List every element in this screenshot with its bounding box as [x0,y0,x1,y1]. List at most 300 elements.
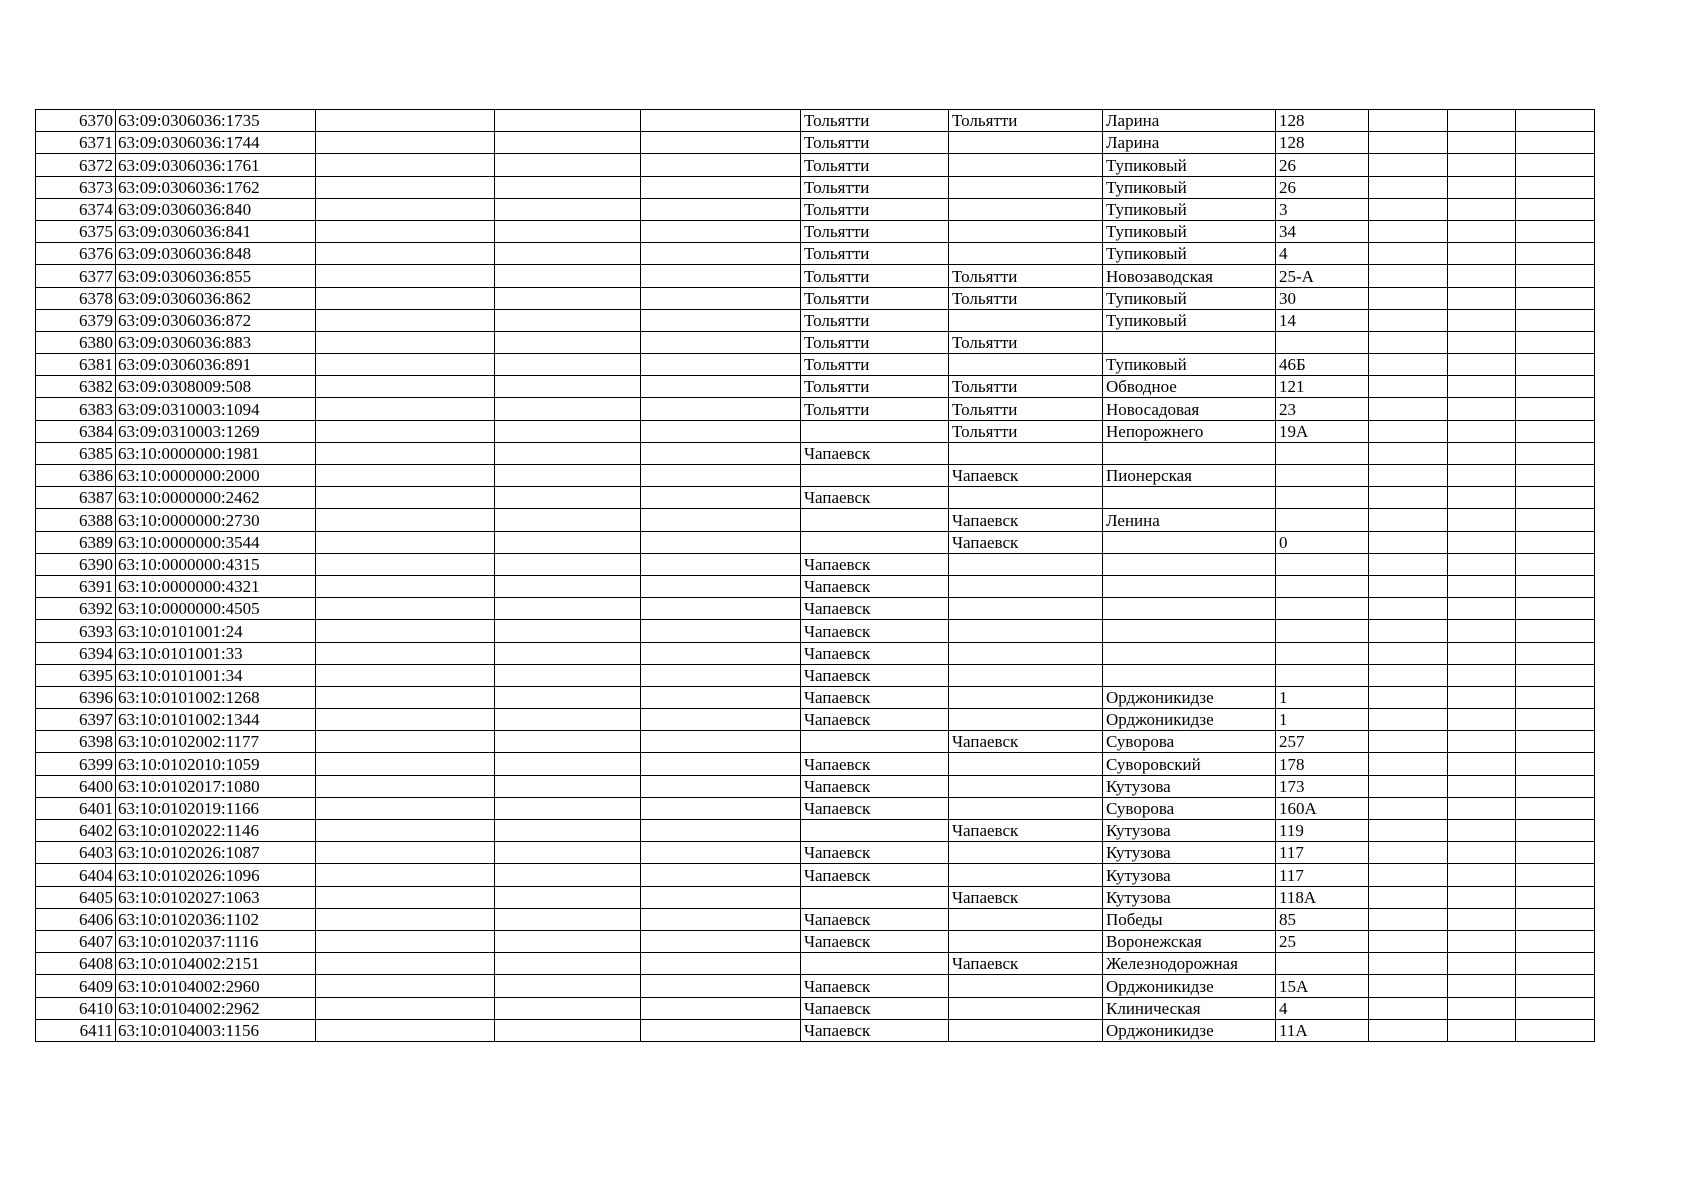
house-cell: 4 [1276,997,1369,1019]
empty-cell [1516,864,1595,886]
cadastral-table [35,109,1595,1042]
empty-cell [1516,376,1595,398]
city-cell: Чапаевск [801,1019,949,1041]
row-number: 6399 [36,753,116,775]
empty-cell [1516,930,1595,952]
city-cell: Чапаевск [801,842,949,864]
empty-cell [641,132,801,154]
empty-cell [316,686,495,708]
empty-cell [1516,842,1595,864]
table-row [36,309,1595,331]
empty-cell [1516,686,1595,708]
empty-cell [1516,398,1595,420]
empty-cell [1448,820,1516,842]
locality-cell: Чапаевск [949,953,1103,975]
house-cell: 117 [1276,842,1369,864]
empty-cell [1369,309,1448,331]
empty-cell [1448,132,1516,154]
empty-cell [641,509,801,531]
empty-cell [316,132,495,154]
street-cell [1103,487,1276,509]
empty-cell [316,420,495,442]
street-cell: Тупиковый [1103,354,1276,376]
empty-cell [1448,220,1516,242]
table-row [36,664,1595,686]
row-number: 6379 [36,309,116,331]
empty-cell [1448,110,1516,132]
empty-cell [495,797,641,819]
city-cell [801,509,949,531]
city-cell: Чапаевск [801,575,949,597]
row-number: 6382 [36,376,116,398]
table-row [36,287,1595,309]
empty-cell [1448,886,1516,908]
table-row [36,331,1595,353]
house-cell [1276,442,1369,464]
empty-cell [1448,864,1516,886]
house-cell: 1 [1276,709,1369,731]
table-row [36,775,1595,797]
empty-cell [1448,642,1516,664]
house-cell: 14 [1276,309,1369,331]
empty-cell [495,664,641,686]
cadastral-number: 63:10:0102019:1166 [116,797,316,819]
house-cell: 26 [1276,154,1369,176]
empty-cell [495,398,641,420]
row-number: 6390 [36,553,116,575]
row-number: 6381 [36,354,116,376]
table-row [36,953,1595,975]
street-cell [1103,553,1276,575]
cadastral-number: 63:09:0310003:1094 [116,398,316,420]
house-cell: 26 [1276,176,1369,198]
locality-cell [949,775,1103,797]
row-number: 6410 [36,997,116,1019]
cadastral-number: 63:09:0306036:1762 [116,176,316,198]
row-number: 6400 [36,775,116,797]
table-row [36,930,1595,952]
empty-cell [641,864,801,886]
empty-cell [1369,908,1448,930]
cadastral-number: 63:09:0306036:883 [116,331,316,353]
table-row [36,997,1595,1019]
empty-cell [1448,531,1516,553]
street-cell: Ларина [1103,132,1276,154]
table-row [36,531,1595,553]
empty-cell [641,797,801,819]
empty-cell [1516,154,1595,176]
empty-cell [316,154,495,176]
table-row [36,487,1595,509]
house-cell [1276,465,1369,487]
table-row [36,132,1595,154]
cadastral-number: 63:10:0000000:4505 [116,598,316,620]
house-cell: 34 [1276,220,1369,242]
locality-cell: Чапаевск [949,509,1103,531]
cadastral-number: 63:10:0101001:33 [116,642,316,664]
empty-cell [1369,243,1448,265]
row-number: 6386 [36,465,116,487]
table-row [36,376,1595,398]
empty-cell [641,265,801,287]
empty-cell [1369,598,1448,620]
empty-cell [495,975,641,997]
city-cell: Тольятти [801,154,949,176]
empty-cell [641,598,801,620]
row-number: 6388 [36,509,116,531]
empty-cell [641,997,801,1019]
empty-cell [1448,975,1516,997]
city-cell: Тольятти [801,243,949,265]
empty-cell [641,553,801,575]
empty-cell [1516,709,1595,731]
row-number: 6383 [36,398,116,420]
empty-cell [316,487,495,509]
empty-cell [1448,575,1516,597]
empty-cell [1516,908,1595,930]
empty-cell [495,243,641,265]
empty-cell [1448,953,1516,975]
empty-cell [1448,908,1516,930]
city-cell [801,820,949,842]
empty-cell [1369,420,1448,442]
city-cell [801,420,949,442]
locality-cell [949,598,1103,620]
row-number: 6377 [36,265,116,287]
cadastral-number: 63:10:0101001:24 [116,620,316,642]
empty-cell [1369,975,1448,997]
empty-cell [1448,686,1516,708]
empty-cell [495,997,641,1019]
empty-cell [316,243,495,265]
house-cell: 128 [1276,110,1369,132]
empty-cell [316,886,495,908]
empty-cell [316,975,495,997]
empty-cell [316,198,495,220]
empty-cell [1516,465,1595,487]
empty-cell [1448,797,1516,819]
empty-cell [316,509,495,531]
empty-cell [316,331,495,353]
row-number: 6374 [36,198,116,220]
cadastral-number: 63:10:0000000:2462 [116,487,316,509]
table-row [36,598,1595,620]
city-cell [801,953,949,975]
locality-cell [949,753,1103,775]
row-number: 6378 [36,287,116,309]
empty-cell [1369,864,1448,886]
empty-cell [1369,376,1448,398]
empty-cell [1369,442,1448,464]
empty-cell [641,309,801,331]
street-cell: Тупиковый [1103,243,1276,265]
locality-cell [949,642,1103,664]
empty-cell [316,376,495,398]
empty-cell [316,598,495,620]
street-cell: Ларина [1103,110,1276,132]
empty-cell [641,176,801,198]
table-row [36,886,1595,908]
empty-cell [1516,132,1595,154]
empty-cell [1448,176,1516,198]
empty-cell [1369,953,1448,975]
house-cell: 46Б [1276,354,1369,376]
street-cell: Суворова [1103,731,1276,753]
empty-cell [641,686,801,708]
house-cell: 178 [1276,753,1369,775]
house-cell: 3 [1276,198,1369,220]
street-cell: Кутузова [1103,775,1276,797]
empty-cell [1516,309,1595,331]
empty-cell [1516,243,1595,265]
city-cell [801,465,949,487]
empty-cell [1369,620,1448,642]
locality-cell [949,686,1103,708]
cadastral-number: 63:10:0101002:1268 [116,686,316,708]
empty-cell [1448,842,1516,864]
locality-cell: Чапаевск [949,531,1103,553]
cadastral-number: 63:10:0104002:2151 [116,953,316,975]
empty-cell [1516,886,1595,908]
empty-cell [1369,465,1448,487]
empty-cell [1369,664,1448,686]
cadastral-number: 63:10:0104003:1156 [116,1019,316,1041]
empty-cell [495,953,641,975]
table-row [36,753,1595,775]
empty-cell [1448,731,1516,753]
locality-cell: Тольятти [949,265,1103,287]
empty-cell [1516,664,1595,686]
empty-cell [1448,331,1516,353]
row-number: 6397 [36,709,116,731]
street-cell [1103,531,1276,553]
city-cell: Тольятти [801,287,949,309]
table-row [36,975,1595,997]
empty-cell [1369,553,1448,575]
empty-cell [641,908,801,930]
empty-cell [1369,842,1448,864]
empty-cell [495,509,641,531]
locality-cell: Тольятти [949,110,1103,132]
empty-cell [1516,553,1595,575]
empty-cell [495,864,641,886]
empty-cell [1516,642,1595,664]
locality-cell [949,442,1103,464]
locality-cell [949,997,1103,1019]
city-cell: Чапаевск [801,598,949,620]
empty-cell [495,487,641,509]
street-cell: Тупиковый [1103,309,1276,331]
empty-cell [1516,509,1595,531]
empty-cell [1516,731,1595,753]
cadastral-number: 63:09:0310003:1269 [116,420,316,442]
empty-cell [316,642,495,664]
empty-cell [495,753,641,775]
empty-cell [316,997,495,1019]
row-number: 6403 [36,842,116,864]
street-cell: Тупиковый [1103,198,1276,220]
house-cell [1276,598,1369,620]
locality-cell [949,553,1103,575]
empty-cell [1369,154,1448,176]
row-number: 6402 [36,820,116,842]
empty-cell [1448,420,1516,442]
empty-cell [641,354,801,376]
street-cell: Суворова [1103,797,1276,819]
table-row [36,465,1595,487]
house-cell: 119 [1276,820,1369,842]
empty-cell [1369,642,1448,664]
city-cell [801,731,949,753]
empty-cell [641,465,801,487]
empty-cell [1369,265,1448,287]
empty-cell [641,220,801,242]
city-cell: Чапаевск [801,997,949,1019]
table-row [36,709,1595,731]
empty-cell [1516,331,1595,353]
empty-cell [316,265,495,287]
empty-cell [1448,465,1516,487]
street-cell: Железнодорожная [1103,953,1276,975]
cadastral-number: 63:10:0000000:1981 [116,442,316,464]
empty-cell [1369,176,1448,198]
row-number: 6409 [36,975,116,997]
row-number: 6405 [36,886,116,908]
cadastral-number: 63:10:0102036:1102 [116,908,316,930]
street-cell [1103,598,1276,620]
cadastral-number: 63:10:0101002:1344 [116,709,316,731]
empty-cell [316,797,495,819]
empty-cell [316,110,495,132]
table-row [36,420,1595,442]
house-cell: 19А [1276,420,1369,442]
street-cell: Орджоникидзе [1103,709,1276,731]
empty-cell [495,842,641,864]
empty-cell [1369,331,1448,353]
empty-cell [1369,487,1448,509]
empty-cell [495,176,641,198]
empty-cell [641,287,801,309]
street-cell [1103,331,1276,353]
cadastral-number: 63:10:0104002:2962 [116,997,316,1019]
street-cell: Суворовский [1103,753,1276,775]
city-cell: Чапаевск [801,797,949,819]
empty-cell [316,709,495,731]
empty-cell [641,331,801,353]
empty-cell [316,398,495,420]
empty-cell [1516,620,1595,642]
city-cell: Тольятти [801,176,949,198]
empty-cell [1448,997,1516,1019]
locality-cell [949,198,1103,220]
house-cell: 160А [1276,797,1369,819]
empty-cell [316,553,495,575]
empty-cell [1448,309,1516,331]
empty-cell [641,975,801,997]
locality-cell [949,908,1103,930]
street-cell: Непорожнего [1103,420,1276,442]
locality-cell: Тольятти [949,376,1103,398]
empty-cell [1516,953,1595,975]
empty-cell [1516,287,1595,309]
cadastral-number: 63:10:0000000:3544 [116,531,316,553]
empty-cell [495,309,641,331]
empty-cell [1516,198,1595,220]
locality-cell: Чапаевск [949,731,1103,753]
cadastral-number: 63:09:0306036:840 [116,198,316,220]
city-cell [801,886,949,908]
empty-cell [316,864,495,886]
empty-cell [1448,553,1516,575]
locality-cell [949,487,1103,509]
empty-cell [495,420,641,442]
empty-cell [495,220,641,242]
table-row [36,797,1595,819]
empty-cell [1448,154,1516,176]
cadastral-number: 63:10:0102017:1080 [116,775,316,797]
empty-cell [495,531,641,553]
row-number: 6384 [36,420,116,442]
empty-cell [1369,731,1448,753]
empty-cell [641,753,801,775]
locality-cell [949,154,1103,176]
empty-cell [495,265,641,287]
empty-cell [641,1019,801,1041]
cadastral-number: 63:10:0000000:4315 [116,553,316,575]
empty-cell [641,442,801,464]
city-cell: Чапаевск [801,642,949,664]
locality-cell [949,620,1103,642]
cadastral-number: 63:10:0101001:34 [116,664,316,686]
house-cell: 118А [1276,886,1369,908]
empty-cell [1369,1019,1448,1041]
empty-cell [641,243,801,265]
empty-cell [495,775,641,797]
row-number: 6406 [36,908,116,930]
street-cell [1103,442,1276,464]
locality-cell [949,797,1103,819]
empty-cell [495,886,641,908]
cadastral-number: 63:10:0000000:2730 [116,509,316,531]
house-cell [1276,553,1369,575]
empty-cell [1516,753,1595,775]
empty-cell [1516,531,1595,553]
house-cell [1276,331,1369,353]
empty-cell [316,1019,495,1041]
locality-cell: Тольятти [949,420,1103,442]
city-cell: Чапаевск [801,753,949,775]
empty-cell [641,575,801,597]
house-cell [1276,620,1369,642]
empty-cell [316,731,495,753]
empty-cell [495,820,641,842]
row-number: 6407 [36,930,116,952]
empty-cell [641,842,801,864]
cadastral-number: 63:10:0102037:1116 [116,930,316,952]
empty-cell [316,465,495,487]
empty-cell [495,642,641,664]
empty-cell [1369,220,1448,242]
house-cell: 85 [1276,908,1369,930]
empty-cell [1448,709,1516,731]
empty-cell [641,487,801,509]
empty-cell [641,420,801,442]
table-row [36,354,1595,376]
city-cell: Тольятти [801,198,949,220]
table-row [36,1019,1595,1041]
city-cell: Тольятти [801,220,949,242]
empty-cell [495,154,641,176]
